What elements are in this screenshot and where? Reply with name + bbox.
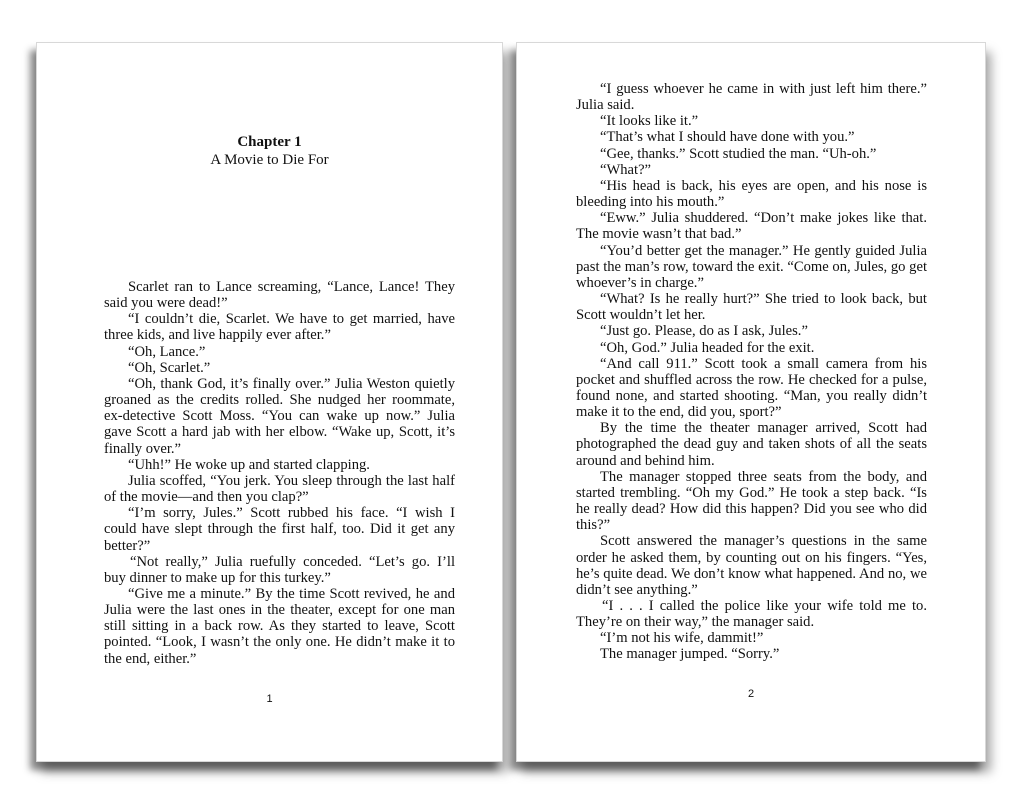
paragraph: “I couldn’t die, Scarlet. We have to get married, have three kids, and live happily ever after.” — [104, 311, 455, 344]
paragraph: Julia scoffed, “You jerk. You sleep through the last half of the movie—and then you clap?” — [104, 472, 455, 506]
paragraph: “It looks like it.” — [600, 113, 699, 130]
paragraph: “Uhh!” He woke up and started clapping. — [128, 456, 370, 473]
paragraph: The manager stopped three seats from the body, and started trembling. “Oh my God.” He took a step back. “Is he really dead? How did this happen? Did you see who did this?” — [576, 468, 927, 534]
paragraph: “Oh, thank God, it’s finally over.” Julia Weston quietly groaned as the credits rolled. She nudged her roommate, ex-detective Scott Moss. “You can wake up now.” Julia gave Scott a hard jab with her elbow. “Wake up, Scott, it’s finally over.” — [104, 375, 455, 457]
paragraph: “That’s what I should have done with you.” — [600, 129, 855, 146]
paragraph: “Oh, Lance.” — [128, 343, 206, 360]
paragraph: “What? Is he really hurt?” She tried to look back, but Scott wouldn’t let her. — [576, 291, 927, 324]
paragraph: By the time the theater manager arrived, Scott had photographed the dead guy and taken shots of all the seats around and behind him. — [576, 420, 927, 469]
paragraph: “I’m not his wife, dammit!” — [600, 630, 764, 647]
paragraph: “I’m sorry, Jules.” Scott rubbed his face. “I wish I could have slept through the first half, too. Did it get any better?” — [104, 505, 455, 554]
book-page-left — [36, 42, 503, 762]
paragraph: “And call 911.” Scott took a small camera from his pocket and shuffled across the row. He checked for a pulse, found none, and started shooting. “Man, you really didn’t make it to the end, did you, sport?” — [576, 355, 927, 421]
page-number: 1 — [266, 693, 273, 705]
paragraph: “I . . . I called the police like your wife told me to. They’re on their way,” the manager said. — [576, 598, 927, 631]
paragraph: Scarlet ran to Lance screaming, “Lance, Lance! They said you were dead!” — [104, 279, 455, 312]
paragraph: The manager jumped. “Sorry.” — [600, 646, 780, 663]
paragraph: “Give me a minute.” By the time Scott revived, he and Julia were the last ones in the theater, except for one man still sitting in a back row. As they started to leave, Scott pointed. “Look, I wasn’t the only one. He didn’t make it to the end, either.” — [104, 585, 455, 667]
chapter-title: Chapter 1 — [237, 134, 302, 150]
paragraph: Scott answered the manager’s questions in the same order he asked them, by counting out on his fingers. “Yes, he’s quite dead. We don’t know what happened. And no, we didn’t see anything.” — [576, 533, 927, 598]
paragraph: “I guess whoever he came in with just left him there.” Julia said. — [576, 81, 927, 114]
paragraph: “Not really,” Julia ruefully conceded. “Let’s go. I’ll buy dinner to make up for this turkey.” — [104, 553, 455, 586]
book-page-right — [516, 42, 986, 762]
paragraph: “What?” — [600, 161, 652, 178]
page-number: 2 — [747, 688, 755, 700]
page-body-text — [576, 81, 927, 663]
paragraph: “His head is back, his eyes are open, and his nose is bleeding into his mouth.” — [576, 177, 927, 211]
chapter-subtitle: A Movie to Die For — [210, 152, 329, 168]
paragraph: “You’d better get the manager.” He gently guided Julia past the man’s row, toward the exit. “Come on, Jules, go get whoever’s in charge.” — [576, 242, 927, 291]
paragraph: “Eww.” Julia shuddered. “Don’t make jokes like that. The movie wasn’t that bad.” — [576, 210, 927, 243]
paragraph: “Just go. Please, do as I ask, Jules.” — [600, 323, 808, 340]
page-body-text — [104, 279, 455, 667]
chapter-heading — [37, 133, 502, 169]
paragraph: “Gee, thanks.” Scott studied the man. “Uh-oh.” — [600, 145, 877, 162]
paragraph: “Oh, Scarlet.” — [128, 359, 211, 376]
paragraph: “Oh, God.” Julia headed for the exit. — [600, 339, 815, 356]
